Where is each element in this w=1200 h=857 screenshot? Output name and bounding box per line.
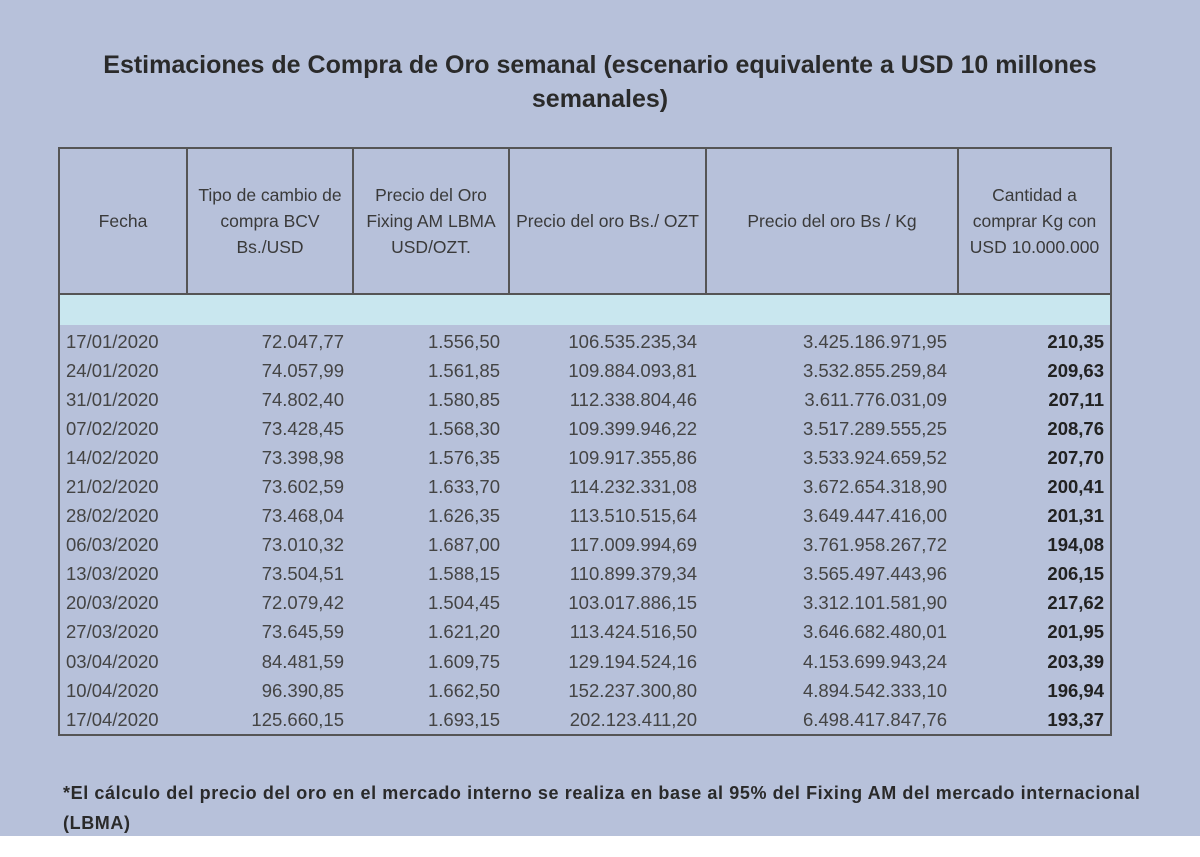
cell-tipo-de-cambio: 73.468,04 (261, 505, 344, 527)
cell-precio-fixing: 1.633,70 (427, 476, 500, 498)
cell-cantidad-kg: 201,95 (1047, 621, 1104, 643)
cell-precio-bs-kg: 3.425.186.971,95 (802, 330, 947, 352)
table-body (60, 327, 1110, 734)
cell-precio-bs-ozt: 110.899.379,34 (569, 563, 697, 585)
cell-precio-fixing: 1.561,85 (427, 359, 500, 381)
cell-precio-fixing: 1.580,85 (427, 388, 500, 410)
cell-precio-bs-ozt: 103.017.886,15 (568, 592, 697, 614)
cell-fecha: 10/04/2020 (66, 679, 159, 701)
cell-precio-fixing: 1.556,50 (427, 330, 500, 352)
cell-precio-fixing: 1.588,15 (427, 563, 500, 585)
cell-fecha: 17/01/2020 (66, 330, 159, 352)
cell-precio-fixing: 1.621,20 (427, 621, 500, 643)
cell-cantidad-kg: 193,37 (1047, 708, 1104, 730)
cell-fecha: 27/03/2020 (66, 621, 159, 643)
cell-precio-bs-kg: 6.498.417.847,76 (802, 708, 947, 730)
cell-cantidad-kg: 217,62 (1047, 592, 1104, 614)
cell-tipo-de-cambio: 73.010,32 (261, 534, 344, 556)
table-row (60, 531, 1110, 560)
table-row (60, 705, 1110, 734)
cell-fecha: 17/04/2020 (66, 708, 159, 730)
table-row (60, 472, 1110, 501)
table-row (60, 618, 1110, 647)
table-row (60, 385, 1110, 414)
cell-precio-bs-ozt: 106.535.235,34 (568, 330, 697, 352)
cell-precio-bs-kg: 4.894.542.333,10 (802, 679, 947, 701)
cell-cantidad-kg: 208,76 (1047, 417, 1104, 439)
cell-precio-fixing: 1.662,50 (427, 679, 500, 701)
header-cantidad-kg: Cantidad a comprar Kg con USD 10.000.000 (969, 185, 1100, 257)
cell-cantidad-kg: 201,31 (1047, 505, 1104, 527)
cell-precio-fixing: 1.693,15 (427, 708, 500, 730)
cell-precio-fixing: 1.687,00 (427, 534, 500, 556)
header-fecha: Fecha (60, 149, 188, 293)
cell-precio-bs-ozt: 129.194.524,16 (568, 650, 697, 672)
cell-tipo-de-cambio: 74.802,40 (261, 388, 344, 410)
cell-precio-bs-kg: 3.611.776.031,09 (804, 388, 947, 410)
header-separator-band (60, 295, 1110, 325)
cell-precio-bs-kg: 3.312.101.581,90 (802, 592, 947, 614)
cell-cantidad-kg: 207,70 (1047, 446, 1104, 468)
cell-fecha: 24/01/2020 (66, 359, 159, 381)
cell-tipo-de-cambio: 72.047,77 (261, 330, 344, 352)
table-row (60, 502, 1110, 531)
cell-tipo-de-cambio: 74.057,99 (261, 359, 344, 381)
cell-precio-bs-ozt: 109.399.946,22 (568, 417, 697, 439)
cell-tipo-de-cambio: 96.390,85 (261, 679, 344, 701)
footnote: *El cálculo del precio del oro en el mercado interno se realiza en base al 95% del Fixing AM del mercado internacional (LBMA) (63, 783, 1141, 833)
table-header-row (60, 149, 1110, 295)
cell-cantidad-kg: 209,63 (1047, 359, 1104, 381)
cell-precio-bs-kg: 3.533.924.659,52 (802, 446, 947, 468)
cell-tipo-de-cambio: 73.398,98 (261, 446, 344, 468)
cell-precio-bs-ozt: 113.510.515,64 (569, 505, 697, 527)
cell-precio-fixing: 1.568,30 (427, 417, 500, 439)
cell-tipo-de-cambio: 73.602,59 (261, 476, 344, 498)
cell-fecha: 07/02/2020 (66, 417, 159, 439)
cell-precio-bs-kg: 3.565.497.443,96 (802, 563, 947, 585)
cell-precio-bs-kg: 3.646.682.480,01 (802, 621, 947, 643)
cell-cantidad-kg: 194,08 (1047, 534, 1104, 556)
cell-precio-fixing: 1.576,35 (427, 446, 500, 468)
table-row (60, 647, 1110, 676)
cell-precio-bs-kg: 3.672.654.318,90 (802, 476, 947, 498)
cell-precio-bs-kg: 3.517.289.555,25 (802, 417, 947, 439)
cell-tipo-de-cambio: 125.660,15 (251, 708, 344, 730)
cell-precio-fixing: 1.626,35 (427, 505, 500, 527)
table-row (60, 560, 1110, 589)
cell-tipo-de-cambio: 73.504,51 (261, 563, 344, 585)
header-precio-fixing: Precio del Oro Fixing AM LBMA USD/OZT. (354, 149, 510, 293)
cell-precio-bs-kg: 3.532.855.259,84 (802, 359, 947, 381)
table-row (60, 327, 1110, 356)
cell-cantidad-kg: 196,94 (1047, 679, 1104, 701)
header-tipo-de-cambio: Tipo de cambio de compra BCV Bs./USD (188, 149, 354, 293)
cell-precio-bs-kg: 3.761.958.267,72 (802, 534, 947, 556)
table-row (60, 589, 1110, 618)
table-row (60, 676, 1110, 705)
cell-precio-fixing: 1.504,45 (427, 592, 500, 614)
cell-precio-bs-ozt: 113.424.516,50 (569, 621, 697, 643)
cell-fecha: 03/04/2020 (66, 650, 159, 672)
header-precio-bs-kg: Precio del oro Bs / Kg (707, 149, 959, 293)
cell-precio-bs-ozt: 114.232.331,08 (569, 476, 697, 498)
cell-fecha: 28/02/2020 (66, 505, 159, 527)
gold-purchase-table (58, 147, 1112, 736)
cell-tipo-de-cambio: 84.481,59 (261, 650, 344, 672)
page-title: Estimaciones de Compra de Oro semanal (escenario equivalente a USD 10 millones semanales) (103, 51, 1097, 113)
cell-precio-bs-kg: 3.649.447.416,00 (802, 505, 947, 527)
cell-fecha: 13/03/2020 (66, 563, 159, 585)
cell-precio-bs-ozt: 109.917.355,86 (568, 446, 697, 468)
cell-precio-bs-ozt: 152.237.300,80 (568, 679, 697, 701)
cell-precio-fixing: 1.609,75 (427, 650, 500, 672)
table-row (60, 443, 1110, 472)
cell-tipo-de-cambio: 72.079,42 (261, 592, 344, 614)
cell-cantidad-kg: 210,35 (1047, 330, 1104, 352)
cell-cantidad-kg: 200,41 (1047, 476, 1104, 498)
cell-tipo-de-cambio: 73.645,59 (261, 621, 344, 643)
header-precio-bs-ozt: Precio del oro Bs./ OZT (510, 149, 707, 293)
cell-fecha: 14/02/2020 (66, 446, 159, 468)
cell-cantidad-kg: 207,11 (1048, 388, 1104, 410)
cell-precio-bs-ozt: 202.123.411,20 (569, 708, 697, 730)
cell-precio-bs-ozt: 117.009.994,69 (569, 534, 697, 556)
table-row (60, 414, 1110, 443)
cell-cantidad-kg: 206,15 (1047, 563, 1104, 585)
cell-cantidad-kg: 203,39 (1047, 650, 1104, 672)
cell-precio-bs-kg: 4.153.699.943,24 (802, 650, 947, 672)
cell-fecha: 06/03/2020 (66, 534, 159, 556)
cell-fecha: 21/02/2020 (66, 476, 159, 498)
cell-fecha: 31/01/2020 (66, 388, 159, 410)
cell-tipo-de-cambio: 73.428,45 (261, 417, 344, 439)
cell-precio-bs-ozt: 109.884.093,81 (568, 359, 697, 381)
cell-fecha: 20/03/2020 (66, 592, 159, 614)
table-row (60, 356, 1110, 385)
cell-precio-bs-ozt: 112.338.804,46 (569, 388, 697, 410)
